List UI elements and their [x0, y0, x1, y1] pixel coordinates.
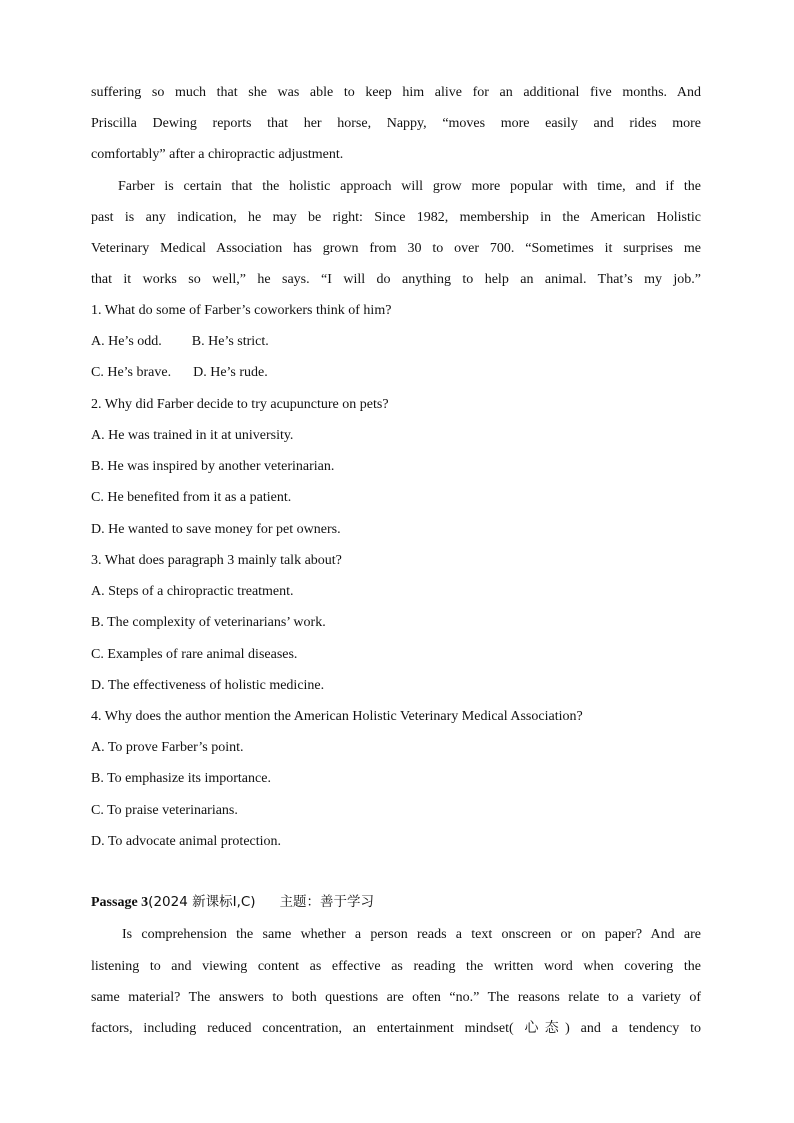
option: C. To praise veterinarians.	[91, 803, 238, 818]
passage-topic: 主题：善于学习	[279, 894, 375, 910]
option: D. He wanted to save money for pet owners.	[91, 522, 341, 537]
option: A. Steps of a chiropractic treatment.	[91, 584, 294, 599]
option: D. The effectiveness of holistic medicine.	[91, 678, 325, 693]
passage-line: suffering so much that she was able to keep him alive for an additional five months. And	[91, 85, 701, 100]
passage-line: same material? The answers to both questions are often “no.” The reasons relate to a variety of	[91, 990, 701, 1005]
option: C. Examples of rare animal diseases.	[91, 647, 298, 662]
passage-line: Priscilla Dewing reports that her horse, Nappy, “moves more easily and rides more	[91, 116, 701, 131]
option: D. He’s rude.	[193, 365, 268, 380]
passage-line: that it works so well,” he says. “I will do anything to help an animal. That’s my job.”	[91, 272, 701, 287]
option: B. To emphasize its importance.	[91, 771, 271, 786]
question-options-row	[91, 364, 701, 382]
option: C. He’s brave.	[91, 365, 172, 380]
option: D. To advocate animal protection.	[91, 834, 282, 849]
option: A. To prove Farber’s point.	[91, 740, 244, 755]
question-options-row	[91, 333, 701, 351]
option: C. He benefited from it as a patient.	[91, 490, 292, 505]
passage-line: Farber is certain that the holistic approach will grow more popular with time, and if the	[118, 179, 701, 194]
passage-label: Passage 3	[91, 895, 149, 910]
option: B. He’s strict.	[191, 334, 269, 349]
question-stem: 3. What does paragraph 3 mainly talk about?	[91, 553, 342, 568]
option: A. He’s odd.	[91, 334, 162, 349]
question-stem: 2. Why did Farber decide to try acupuncture on pets?	[91, 397, 389, 412]
passage-source: (2024 新课标Ⅰ,C)	[148, 894, 256, 910]
question-stem: 1. What do some of Farber’s coworkers think of him?	[91, 303, 392, 318]
passage-line: factors, including reduced concentration, an entertainment mindset( 心态) and a tendency to	[91, 1021, 701, 1036]
question-stem: 4. Why does the author mention the American Holistic Veterinary Medical Association?	[91, 709, 583, 724]
passage-line: Is comprehension the same whether a person reads a text onscreen or on paper? And are	[122, 927, 701, 942]
option: B. He was inspired by another veterinarian.	[91, 459, 335, 474]
passage-heading	[91, 893, 374, 912]
option: A. He was trained in it at university.	[91, 428, 294, 443]
passage-line: listening to and viewing content as effective as reading the written word when covering the	[91, 959, 701, 974]
passage-line: Veterinary Medical Association has grown from 30 to over 700. “Sometimes it surprises me	[91, 241, 701, 256]
option: B. The complexity of veterinarians’ work.	[91, 615, 326, 630]
passage-line: past is any indication, he may be right: Since 1982, membership in the American Holistic	[91, 210, 701, 225]
passage-line: comfortably” after a chiropractic adjustment.	[91, 147, 344, 162]
